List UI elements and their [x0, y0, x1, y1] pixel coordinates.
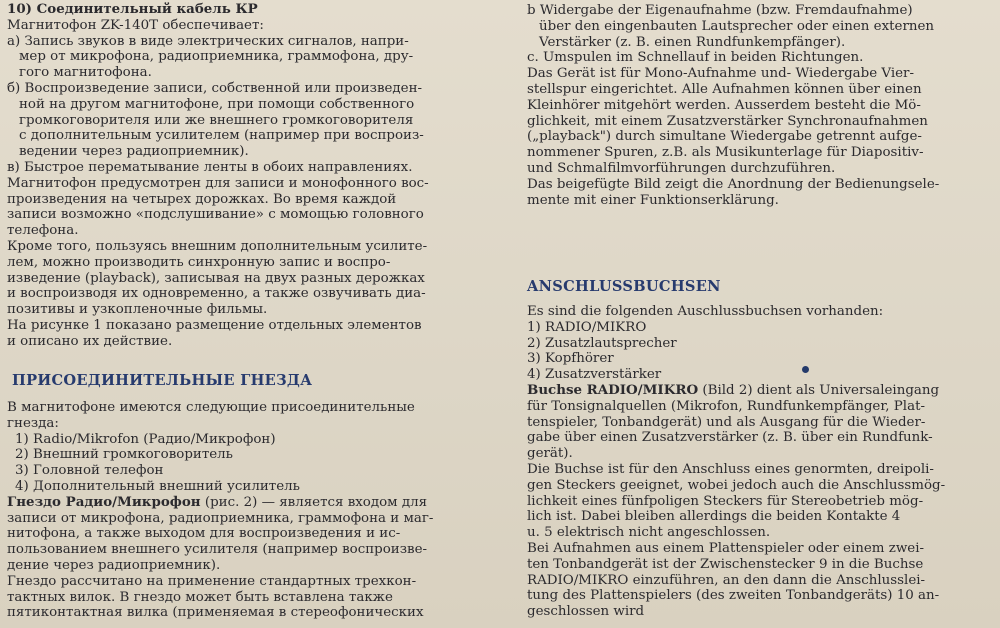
- right-section-block: [527, 304, 945, 620]
- text-line: и описано их действие.: [7, 333, 173, 349]
- text-line: гого магнитофона.: [19, 65, 152, 81]
- bold-term: Гнездо Радио/Микрофон: [7, 493, 201, 510]
- text-line: („playback") durch simultane Wiedergabe getrennt aufge-: [527, 129, 922, 145]
- text-line: гнезда:: [7, 415, 59, 431]
- text-line: Магнитофон ZK-140T обеспечивает:: [7, 17, 264, 33]
- text-line: lich ist. Dabei bleiben allerdings die beiden Kontakte 4: [527, 509, 901, 525]
- text-line: в) Быстрое перематывание ленты в обоих направлениях.: [7, 159, 413, 175]
- text-line: RADIO/MIKRO einzuführen, an den dann die Anschlusslei-: [527, 572, 926, 588]
- text-line: glichkeit, mit einem Zusatzverstärker Synchronaufnahmen: [527, 113, 928, 129]
- text-line: позитивы и узкопленочные фильмы.: [7, 302, 268, 318]
- text-line: Кроме того, пользуясь внешним дополнительным усилите-: [7, 238, 428, 254]
- text-line: u. 5 elektrisch nicht angeschlossen.: [527, 525, 771, 541]
- text-line: tenspieler, Tonbandgerät) und als Ausgang für die Wieder-: [527, 414, 926, 430]
- list-item: 1) RADIO/MIKRO: [527, 319, 647, 335]
- heading-kabel: 10) Соединительный кабель КР: [7, 1, 258, 17]
- text-line: Verstärker (z. B. einen Rundfunkempfänger).: [539, 34, 846, 50]
- text-line: Die Buchse ist für den Anschluss eines genormten, dreipoli-: [527, 461, 934, 477]
- section-title-anschluss: ANSCHLUSSBUCHSEN: [527, 278, 721, 295]
- text-line: gabe über einen Zusatzverstärker (z. B. über ein Rundfunk-: [527, 430, 933, 446]
- text-line: нитофона, а также выходом для воспроизведения и ис-: [7, 526, 401, 542]
- list-item: 3) Головной телефон: [15, 463, 164, 479]
- text-line: geschlossen wird: [527, 604, 645, 620]
- text-line: b Widergabe der Eigenaufnahme (bzw. Fremdaufnahme): [527, 3, 913, 18]
- text-line: tung des Plattenspielers (des zweiten Tonbandgeräts) 10 an-: [527, 588, 940, 604]
- list-item: 4) Zusatzverstärker: [527, 367, 662, 383]
- list-item: 2) Zusatzlautsprecher: [527, 335, 677, 351]
- text-line: c. Umspulen im Schnellauf in beiden Richtungen.: [527, 50, 864, 66]
- text-line: Es sind die folgenden Auschlussbuchsen vorhanden:: [527, 304, 884, 319]
- text-line: записи от микрофона, радиоприемника, граммофона и маг-: [7, 510, 434, 526]
- list-item: 3) Kopfhörer: [527, 351, 614, 367]
- text-line: nommener Spuren, z.B. als Musikunterlage für Diapositiv-: [527, 145, 924, 161]
- bold-term: Buchse RADIO/MIKRO: [527, 381, 699, 398]
- ink-spot-decoration: [802, 366, 809, 373]
- text-line: На рисунке 1 показано размещение отдельных элементов: [7, 317, 422, 333]
- text-line: stellspur eingerichtet. Alle Aufnahmen können über einen: [527, 81, 922, 97]
- list-item: 4) Дополнительный внешний усилитель: [15, 478, 300, 494]
- text-line: über den eingenbauten Lautsprecher oder einen externen: [539, 18, 935, 34]
- left-section-block: [7, 400, 433, 621]
- text-line: für Tonsignalquellen (Mikrofon, Rundfunkempfänger, Plat-: [527, 398, 925, 414]
- text-line: Kleinhörer mitgehört werden. Ausserdem besteht die Mö-: [527, 97, 921, 113]
- text-line: Гнездо рассчитано на применение стандартных трехкон-: [7, 573, 417, 589]
- text-line: lichkeit eines fünfpoligen Steckers für Stereobetrieb mög-: [527, 493, 924, 509]
- list-item: 2) Внешний громкоговоритель: [15, 447, 233, 463]
- text-span: (рис. 2) — является входом для: [200, 494, 428, 510]
- text-line: и воспроизводя их одновременно, а также озвучивать диа-: [7, 286, 426, 302]
- section-title-gnezda: ПРИСОЕДИНИТЕЛЬНЫЕ ГНЕЗДА: [12, 372, 313, 389]
- text-line: изведение (playback), записывая на двух разных дерожках: [7, 270, 425, 286]
- text-line: Bei Aufnahmen aus einem Plattenspieler oder einem zwei-: [527, 540, 925, 556]
- text-line: mente mit einer Funktionserklärung.: [527, 192, 779, 208]
- text-line: Das beigefügte Bild zeigt die Anordnung der Bedienungsele-: [527, 176, 940, 192]
- text-line: В магнитофоне имеются следующие присоединительные: [7, 400, 415, 415]
- text-span: (Bild 2) dient als Universaleingang: [698, 382, 940, 398]
- text-line: дение через радиоприемник).: [7, 557, 221, 573]
- text-line: Магнитофон предусмотрен для записи и монофонного вос-: [7, 175, 429, 191]
- text-line: [527, 383, 945, 399]
- text-line: б) Воспроизведение записи, собственной или произведен-: [7, 80, 423, 96]
- text-line: und Schmalfilmvorführungen durchzuführen.: [527, 160, 836, 176]
- text-line: Das Gerät ist für Mono-Aufnahme und- Wiedergabe Vier-: [527, 66, 914, 82]
- left-text-block: [7, 2, 429, 350]
- text-line: громкоговорителя или же внешнего громкоговорителя: [19, 112, 414, 128]
- text-line: ten Tonbandgerät ist der Zwischenstecker 9 in die Buchse: [527, 556, 924, 572]
- text-line: с дополнительным усилителем (например при воспроиз-: [19, 128, 424, 144]
- text-line: пятиконтактная вилка (применяемая в стереофонических: [7, 605, 424, 621]
- text-line: произведения на четырех дорожках. Во время каждой: [7, 191, 397, 207]
- text-line: а) Запись звуков в виде электрических сигналов, напри-: [7, 33, 409, 49]
- right-text-block: [527, 3, 939, 208]
- list-item: 1) Radio/Mikrofon (Радио/Микрофон): [15, 431, 276, 447]
- text-line: gen Steckers geeignet, wobei jedoch auch die Anschlussmög-: [527, 477, 946, 493]
- text-line: gerät).: [527, 446, 573, 462]
- text-line: [7, 495, 433, 511]
- text-line: ной на другом магнитофоне, при помощи собственного: [19, 96, 415, 112]
- text-line: телефона.: [7, 223, 79, 239]
- text-line: лем, можно производить синхронную запис и воспро-: [7, 254, 391, 270]
- text-line: мер от микрофона, радиоприемника, граммофона, дру-: [19, 49, 414, 65]
- text-line: тактных вилок. В гнездо может быть вставлена также: [7, 589, 393, 605]
- text-line: записи возможно «подслушивание» с момощью головного: [7, 207, 424, 223]
- text-line: пользованием внешнего усилителя (например воспроизве-: [7, 542, 428, 558]
- text-line: ведении через радиоприемник).: [19, 144, 249, 160]
